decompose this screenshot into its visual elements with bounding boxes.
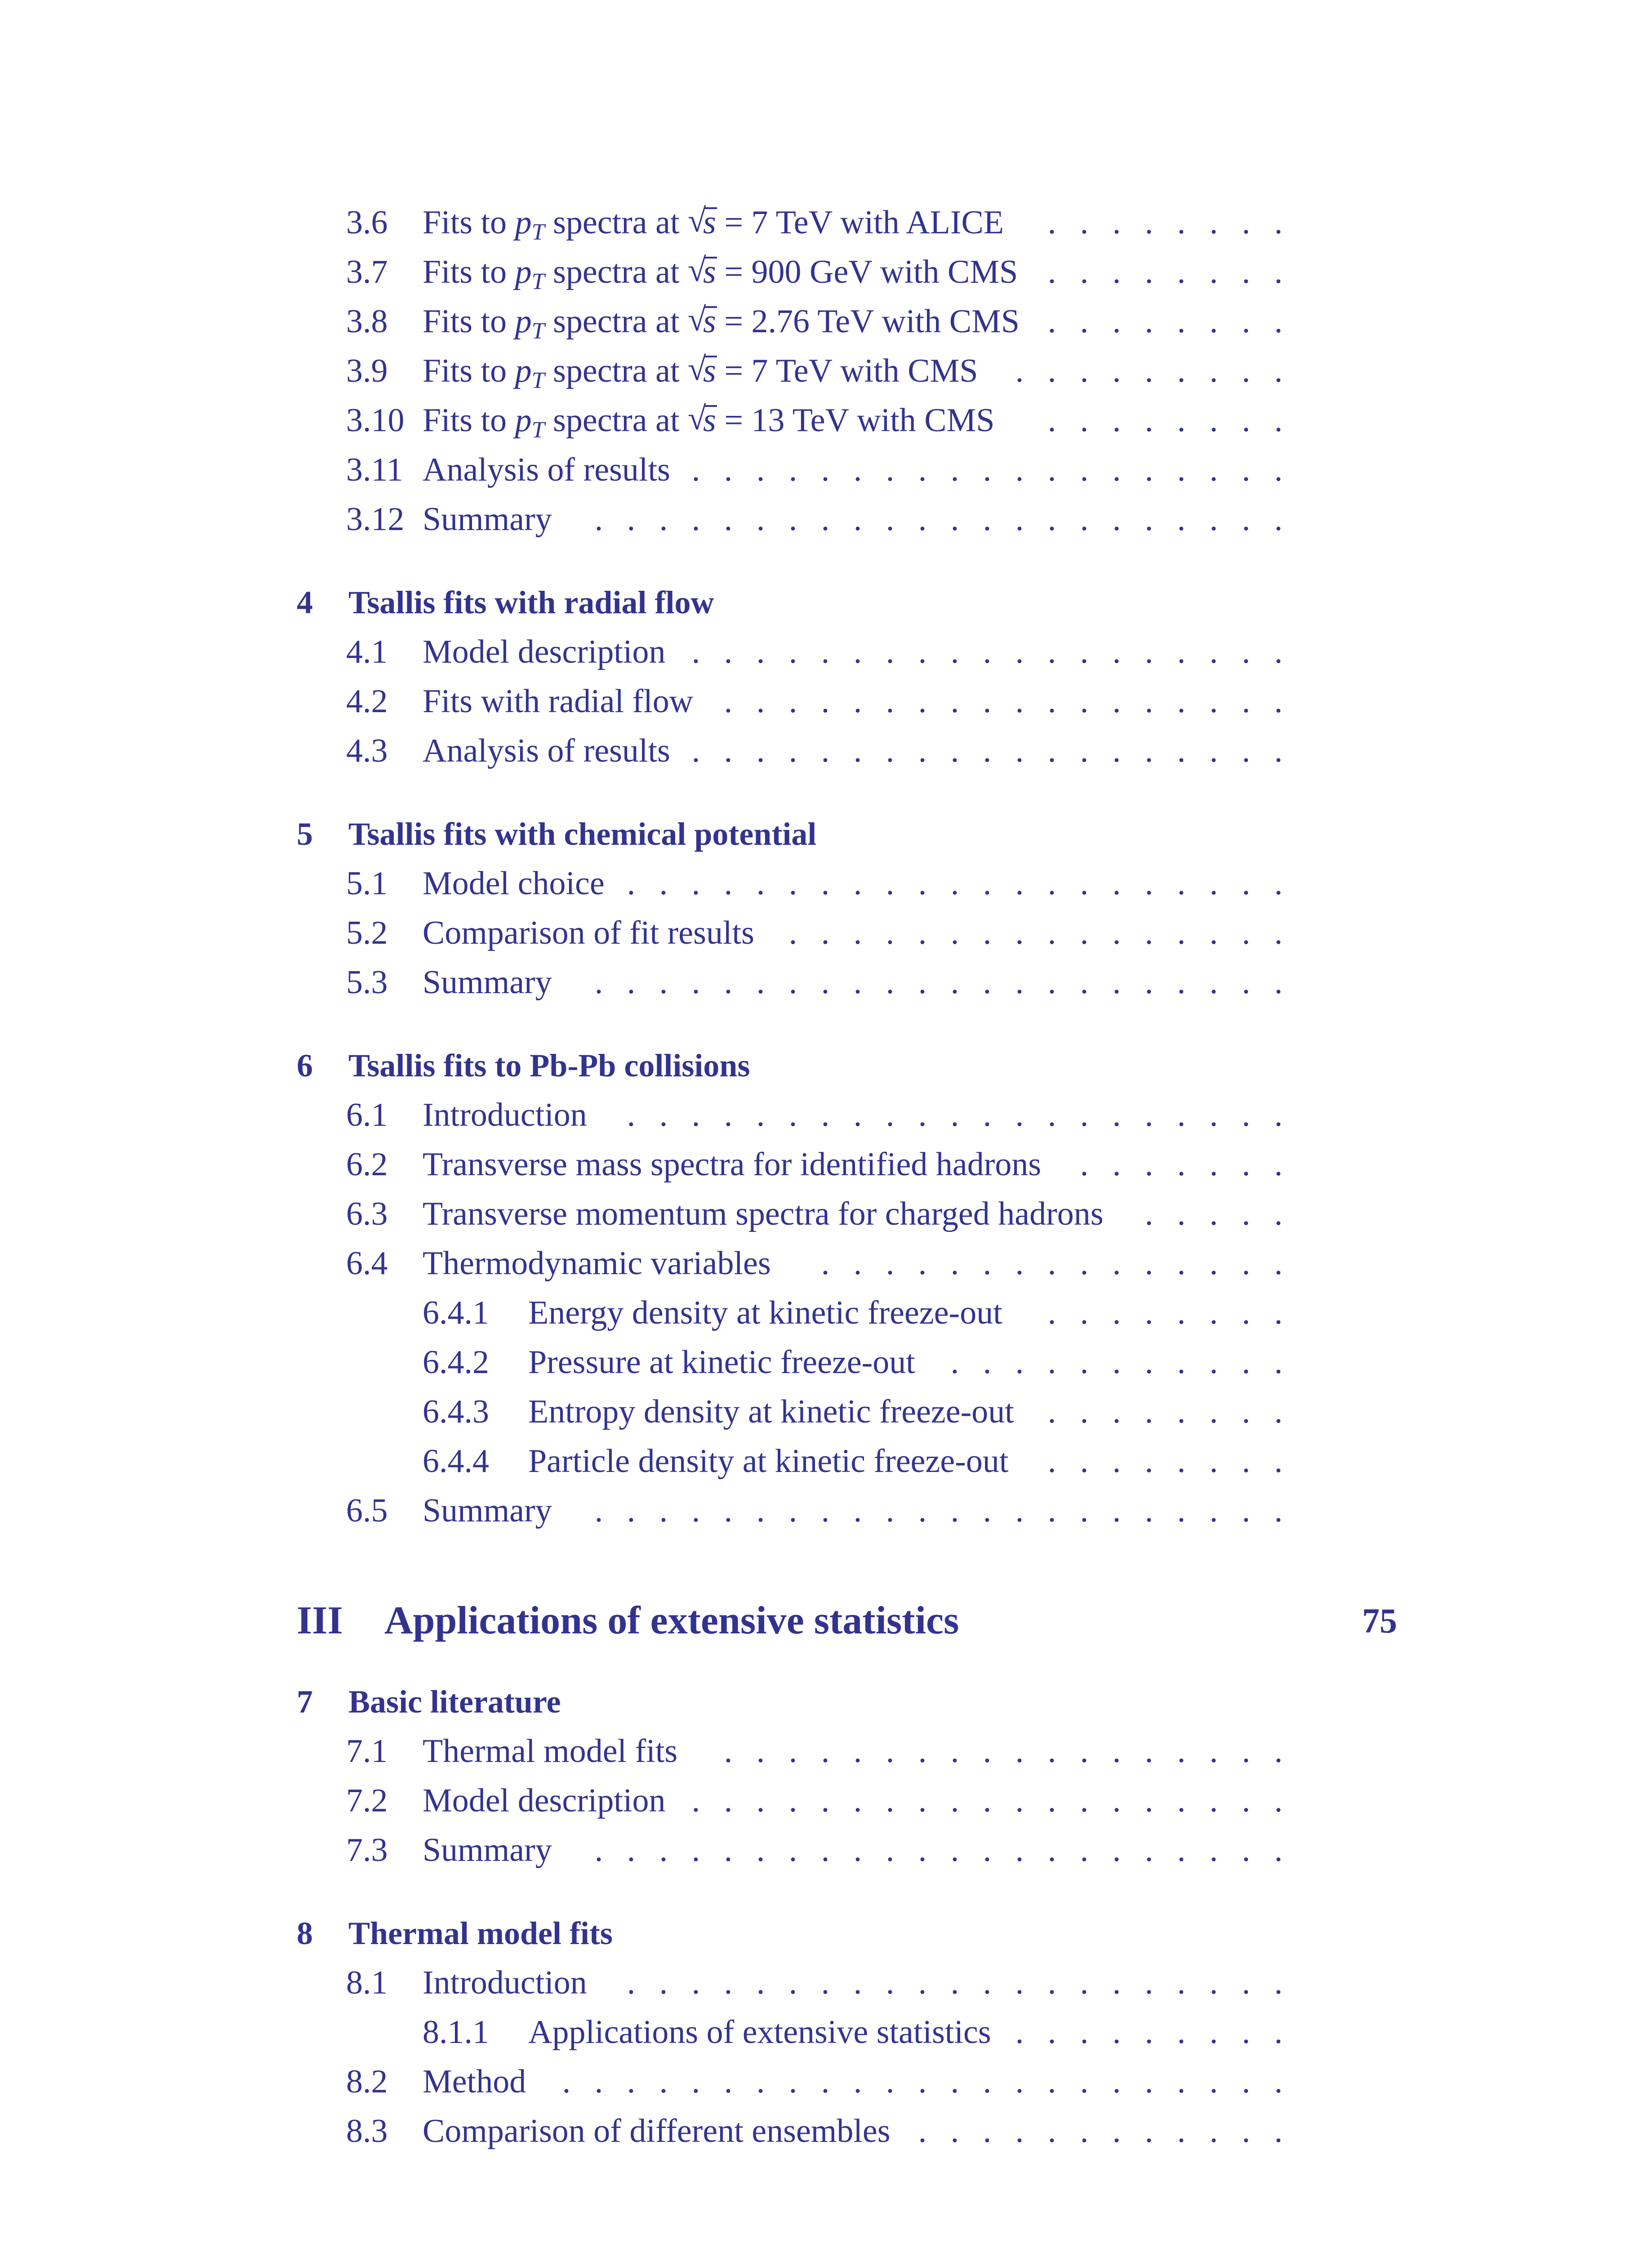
subsection-title[interactable]: Pressure at kinetic freeze-out <box>528 1344 915 1381</box>
section-number: 4.1 <box>346 633 388 670</box>
math-s: s <box>703 402 716 439</box>
section-number: 6.2 <box>346 1146 388 1183</box>
section-title[interactable]: Method <box>423 2063 526 2100</box>
section-entry[interactable] <box>0 1241 1652 1286</box>
page-number: 75 <box>1362 1601 1397 1640</box>
subsection-number: 6.4.4 <box>423 1443 489 1480</box>
math-sub-t <box>532 269 545 294</box>
title-text: Fits to <box>423 303 515 340</box>
title-text: spectra at <box>544 254 688 290</box>
title-text: = 900 GeV with CMS <box>716 254 1018 290</box>
title-text: Fits to <box>423 254 515 290</box>
section-entry[interactable] <box>0 1093 1652 1137</box>
section-title[interactable]: Transverse mass spectra for identified hadrons <box>423 1146 1042 1183</box>
section-title[interactable]: Model choice <box>423 865 605 902</box>
section-number: 3.8 <box>346 303 388 340</box>
dot-leader: . . . . . . . . . <box>1015 2014 1283 2051</box>
dot-leader: . . . . . . . . <box>1047 254 1283 290</box>
dot-leader: . . . . . <box>1144 1195 1283 1232</box>
math-t: T <box>531 269 545 294</box>
dot-leader: . . . . . . . . . . . . <box>918 2113 1283 2150</box>
part-number: III <box>297 1599 343 1642</box>
section-number: 8.3 <box>346 2113 388 2150</box>
math-t: T <box>531 368 545 393</box>
section-entry[interactable] <box>0 2059 1652 2104</box>
section-number: 4.2 <box>346 683 388 720</box>
subsection-entry[interactable] <box>0 1340 1652 1385</box>
section-number: 4.3 <box>346 732 388 769</box>
chapter-title[interactable]: Basic literature <box>348 1684 561 1720</box>
section-title[interactable] <box>423 398 995 443</box>
math-p: p <box>515 254 532 290</box>
section-title[interactable]: Transverse momentum spectra for charged hadrons <box>423 1195 1104 1232</box>
dot-leader: . . . . . . . . . . . . . . . . . . . <box>691 1782 1283 1819</box>
section-title[interactable]: Comparison of fit results <box>423 914 754 951</box>
section-entry[interactable] <box>0 1488 1652 1533</box>
chapter-entry[interactable] <box>0 1679 1652 1724</box>
math-t: T <box>531 417 545 443</box>
title-text: spectra at <box>544 402 688 439</box>
section-number: 5.3 <box>346 964 388 1001</box>
math-sub-t <box>532 318 545 344</box>
section-number: 6.5 <box>346 1492 388 1529</box>
section-entry[interactable] <box>0 398 1652 443</box>
section-title[interactable]: Thermodynamic variables <box>423 1245 771 1282</box>
subsection-entry[interactable] <box>0 1290 1652 1335</box>
chapter-number: 8 <box>297 1915 313 1951</box>
title-text: spectra at <box>544 352 688 389</box>
section-number: 8.2 <box>346 2063 388 2100</box>
section-number: 5.2 <box>346 914 388 951</box>
sqrt-symbol <box>688 200 716 245</box>
subsection-number: 8.1.1 <box>423 2014 489 2051</box>
math-s: s <box>703 352 716 389</box>
section-entry[interactable] <box>0 1828 1652 1873</box>
section-title[interactable]: Model description <box>423 633 666 670</box>
subsection-entry[interactable] <box>0 2010 1652 2055</box>
title-text: = 7 TeV with ALICE <box>716 204 1004 241</box>
chapter-number: 5 <box>297 816 313 852</box>
section-title[interactable]: Introduction <box>423 1097 587 1133</box>
section-title[interactable]: Summary <box>423 501 552 538</box>
dot-leader: . . . . . . . . . . . . . . . . . . . <box>691 732 1283 769</box>
chapter-entry[interactable] <box>0 1911 1652 1956</box>
title-text: Fits to <box>423 352 515 389</box>
section-entry[interactable] <box>0 1778 1652 1823</box>
dot-leader: . . . . . . . . <box>1047 1393 1283 1430</box>
dot-leader: . . . . . . . . . . . . . . . . . . . . . <box>627 865 1283 902</box>
chapter-title[interactable]: Thermal model fits <box>348 1915 613 1951</box>
section-entry[interactable] <box>0 299 1652 344</box>
section-number: 7.1 <box>346 1733 388 1770</box>
math-p: p <box>515 402 532 439</box>
subsection-entry[interactable] <box>0 1439 1652 1484</box>
dot-leader: . . . . . . . . . . . . . . . . . . . . . . . <box>562 2063 1283 2100</box>
subsection-number: 6.4.3 <box>423 1393 489 1430</box>
section-entry[interactable] <box>0 728 1652 773</box>
dot-leader: . . . . . . . . <box>1047 402 1283 439</box>
section-title[interactable]: Comparison of different ensembles <box>423 2113 891 2150</box>
chapter-title[interactable]: Tsallis fits with radial flow <box>348 584 714 620</box>
section-title[interactable]: Analysis of results <box>423 732 670 769</box>
chapter-entry[interactable] <box>0 580 1652 625</box>
chapter-entry[interactable] <box>0 1043 1652 1088</box>
part-title[interactable]: Applications of extensive statistics <box>384 1599 959 1642</box>
section-number: 3.7 <box>346 254 388 290</box>
dot-leader: . . . . . . . . <box>1047 204 1283 241</box>
math-p: p <box>515 204 532 241</box>
chapter-entry[interactable] <box>0 812 1652 856</box>
section-entry[interactable] <box>0 1142 1652 1187</box>
section-number: 3.12 <box>346 501 405 538</box>
chapter-title[interactable]: Tsallis fits with chemical potential <box>348 816 817 852</box>
section-entry[interactable] <box>0 2109 1652 2154</box>
subsection-entry[interactable] <box>0 1389 1652 1434</box>
section-number: 5.1 <box>346 865 388 902</box>
dot-leader: . . . . . . . . . . . . . . . . . . <box>724 1733 1283 1770</box>
dot-leader: . . . . . . . . . . . . . . . . . . . . . <box>627 1964 1283 2001</box>
subsection-title[interactable]: Particle density at kinetic freeze-out <box>528 1443 1009 1480</box>
math-s: s <box>703 204 716 241</box>
dot-leader: . . . . . . . . . . . . . . . <box>821 1245 1283 1282</box>
title-text: = 7 TeV with CMS <box>716 352 978 389</box>
section-number: 8.1 <box>346 1964 388 2001</box>
math-t: T <box>531 318 545 344</box>
dot-leader: . . . . . . . . . . . . . . . . . . . <box>691 633 1283 670</box>
section-title[interactable] <box>423 299 1020 344</box>
chapter-number: 4 <box>297 584 313 620</box>
chapter-number: 7 <box>297 1684 313 1720</box>
dot-leader: . . . . . . . . . . . . . . . . . . . <box>691 451 1283 488</box>
section-number: 6.3 <box>346 1195 388 1232</box>
dot-leader: . . . . . . . . . . . . . . . . <box>788 914 1283 951</box>
section-entry[interactable] <box>0 447 1652 492</box>
dot-leader: . . . . . . . . <box>1047 1294 1283 1331</box>
section-number: 6.4 <box>346 1245 388 1282</box>
section-title[interactable]: Fits with radial flow <box>423 683 694 720</box>
dot-leader: . . . . . . . . <box>1047 303 1283 340</box>
sqrt-symbol <box>688 299 716 344</box>
subsection-number: 6.4.1 <box>423 1294 489 1331</box>
section-number: 3.6 <box>346 204 388 241</box>
dot-leader: . . . . . . . . . . . . . . . . . . . . . . <box>594 1832 1283 1869</box>
sqrt-symbol <box>688 348 716 393</box>
section-entry[interactable] <box>0 629 1652 674</box>
dot-leader: . . . . . . . . . . . . . . . . . . . . . . <box>594 964 1283 1001</box>
section-number: 7.2 <box>346 1782 388 1819</box>
math-s: s <box>703 303 716 340</box>
section-entry[interactable] <box>0 497 1652 542</box>
title-text: Fits to <box>423 204 515 241</box>
dot-leader: . . . . . . . . . . . . . . . . . . . . . . <box>594 501 1283 538</box>
math-p: p <box>515 352 532 389</box>
section-entry[interactable] <box>0 910 1652 955</box>
section-number: 3.9 <box>346 352 388 389</box>
math-sub-t <box>532 417 545 443</box>
subsection-title[interactable]: Entropy density at kinetic freeze-out <box>528 1393 1014 1430</box>
section-title[interactable]: Introduction <box>423 1964 587 2001</box>
dot-leader: . . . . . . . . . <box>1015 352 1283 389</box>
section-entry[interactable] <box>0 960 1652 1005</box>
section-title[interactable]: Summary <box>423 1832 552 1869</box>
section-entry[interactable] <box>0 1960 1652 2005</box>
section-title[interactable] <box>423 348 978 393</box>
chapter-number: 6 <box>297 1048 313 1084</box>
section-number: 6.1 <box>346 1097 388 1133</box>
title-text: spectra at <box>544 303 688 340</box>
section-entry[interactable] <box>0 861 1652 906</box>
subsection-title[interactable]: Energy density at kinetic freeze-out <box>528 1294 1002 1331</box>
section-title[interactable]: Model description <box>423 1782 666 1819</box>
title-text: = 13 TeV with CMS <box>716 402 995 439</box>
part-entry[interactable] <box>0 1594 1652 1648</box>
math-p: p <box>515 303 532 340</box>
math-t: T <box>531 219 545 245</box>
section-number: 3.11 <box>346 451 403 488</box>
section-title[interactable]: Thermal model fits <box>423 1733 678 1770</box>
section-entry[interactable] <box>0 348 1652 393</box>
section-number: 7.3 <box>346 1832 388 1869</box>
chapter-title[interactable]: Tsallis fits to Pb-Pb collisions <box>348 1048 750 1084</box>
section-entry[interactable] <box>0 250 1652 294</box>
section-title[interactable]: Analysis of results <box>423 451 670 488</box>
subsection-number: 6.4.2 <box>423 1344 489 1381</box>
dot-leader: . . . . . . . . . . . <box>950 1344 1283 1381</box>
dot-leader: . . . . . . . <box>1080 1146 1283 1183</box>
section-entry[interactable] <box>0 1729 1652 1774</box>
title-text: = 2.76 TeV with CMS <box>716 303 1020 340</box>
section-entry[interactable] <box>0 1191 1652 1236</box>
title-text: spectra at <box>544 204 688 241</box>
section-entry[interactable] <box>0 679 1652 724</box>
section-title[interactable]: Summary <box>423 964 552 1001</box>
section-title[interactable] <box>423 200 1004 245</box>
sqrt-symbol <box>688 250 716 294</box>
sqrt-symbol <box>688 398 716 443</box>
section-title[interactable] <box>423 250 1018 294</box>
section-title[interactable]: Summary <box>423 1492 552 1529</box>
section-number: 3.10 <box>346 402 405 439</box>
math-sub-t <box>532 368 545 393</box>
dot-leader: . . . . . . . . . . . . . . . . . . <box>724 683 1283 720</box>
dot-leader: . . . . . . . . <box>1047 1443 1283 1480</box>
dot-leader: . . . . . . . . . . . . . . . . . . . . . <box>627 1097 1283 1133</box>
dot-leader: . . . . . . . . . . . . . . . . . . . . . . <box>594 1492 1283 1529</box>
section-entry[interactable] <box>0 200 1652 245</box>
math-s: s <box>703 254 716 290</box>
title-text: Fits to <box>423 402 515 439</box>
math-sub-t <box>532 219 545 245</box>
subsection-title[interactable]: Applications of extensive statistics <box>528 2014 991 2051</box>
